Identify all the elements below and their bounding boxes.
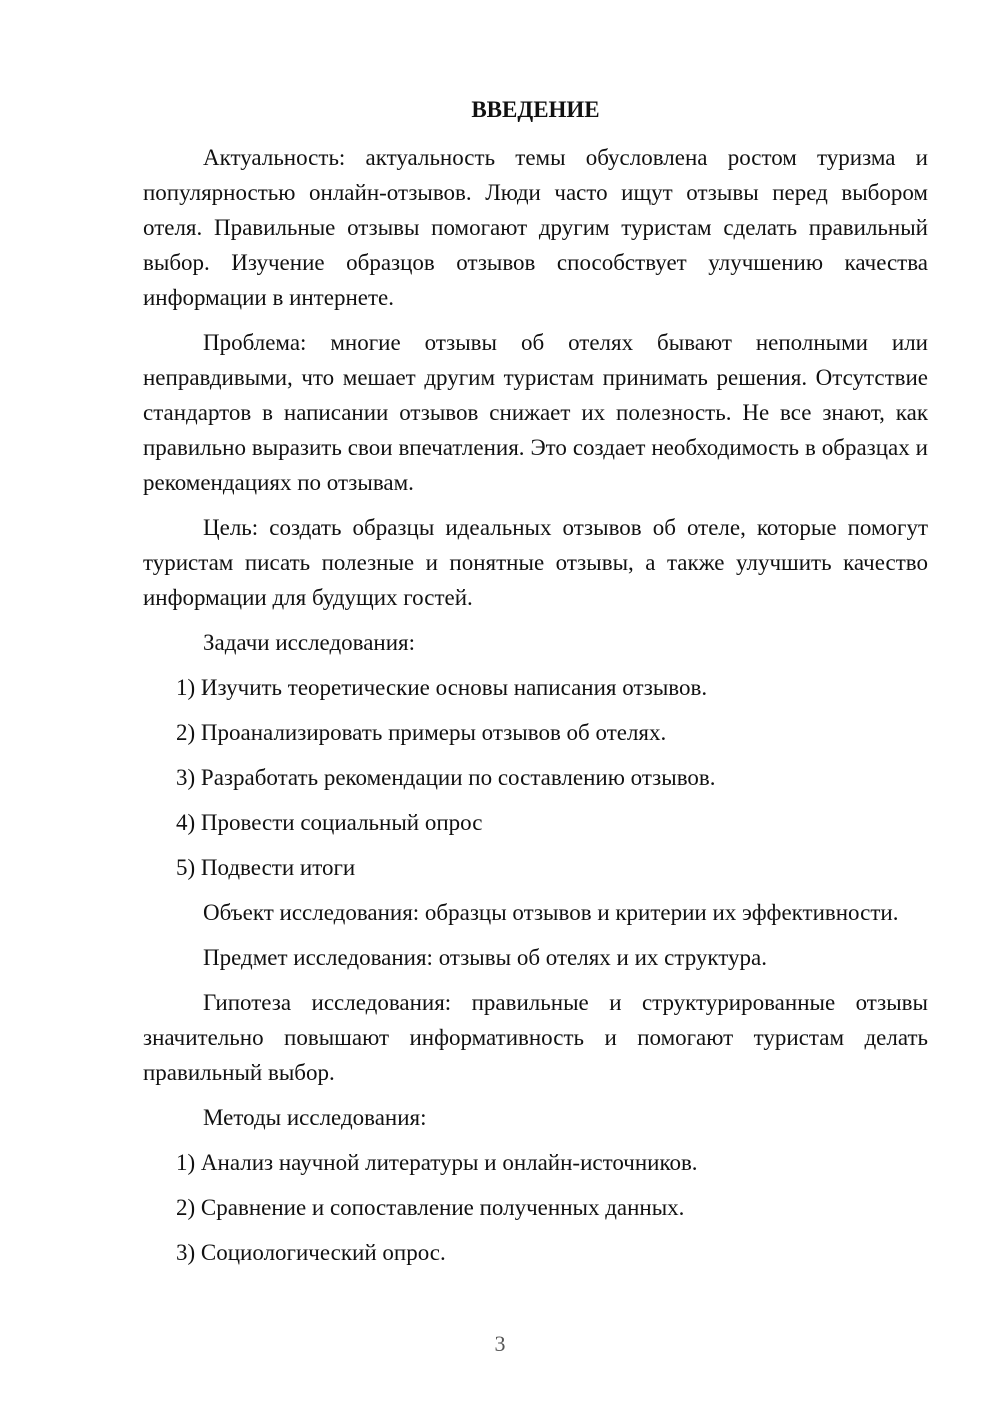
list-item: 3) Социологический опрос. bbox=[176, 1240, 446, 1265]
list-item: 3) Разработать рекомендации по составлению отзывов. bbox=[176, 765, 716, 790]
subject-paragraph: Предмет исследования: отзывы об отелях и их структура. bbox=[203, 945, 767, 970]
relevance-paragraph: Актуальность: актуальность темы обусловлена ростом туризма и популярностью онлайн-отзывов. Люди часто ищут отзывы перед выбором отеля. Правильные отзывы помогают другим туристам сделать правильный выбор. Изучение образцов отзывов способствует улучшению качества информации в интернете. bbox=[143, 145, 928, 310]
hypothesis-paragraph: Гипотеза исследования: правильные и структурированные отзывы значительно повышают информативность и помогают туристам делать правильный выбор. bbox=[143, 990, 928, 1085]
problem-paragraph: Проблема: многие отзывы об отелях бывают неполными или неправдивыми, что мешает другим туристам принимать решения. Отсутствие стандартов в написании отзывов снижает их полезность. Не все знают, как правильно выразить свои впечатления. Это создает необходимость в образцах и рекомендациях по отзывам. bbox=[143, 330, 928, 495]
object-paragraph: Объект исследования: образцы отзывов и критерии их эффективности. bbox=[203, 900, 899, 925]
list-item: 4) Провести социальный опрос bbox=[176, 810, 483, 835]
list-item: 5) Подвести итоги bbox=[176, 855, 356, 880]
methods-list bbox=[143, 1145, 928, 1270]
goal-paragraph: Цель: создать образцы идеальных отзывов об отеле, которые помогут туристам писать полезные и понятные отзывы, а также улучшить качество информации для будущих гостей. bbox=[143, 515, 928, 610]
document-page bbox=[143, 92, 928, 1280]
tasks-heading: Задачи исследования: bbox=[203, 630, 416, 655]
tasks-list bbox=[143, 670, 928, 885]
page-number: 3 bbox=[494, 1331, 506, 1356]
list-item: 1) Анализ научной литературы и онлайн-источников. bbox=[176, 1150, 698, 1175]
list-item: 2) Проанализировать примеры отзывов об отелях. bbox=[176, 720, 667, 745]
list-item: 1) Изучить теоретические основы написания отзывов. bbox=[176, 675, 708, 700]
list-item: 2) Сравнение и сопоставление полученных данных. bbox=[176, 1195, 685, 1220]
methods-heading: Методы исследования: bbox=[203, 1105, 427, 1130]
page-title: ВВЕДЕНИЕ bbox=[471, 97, 600, 122]
